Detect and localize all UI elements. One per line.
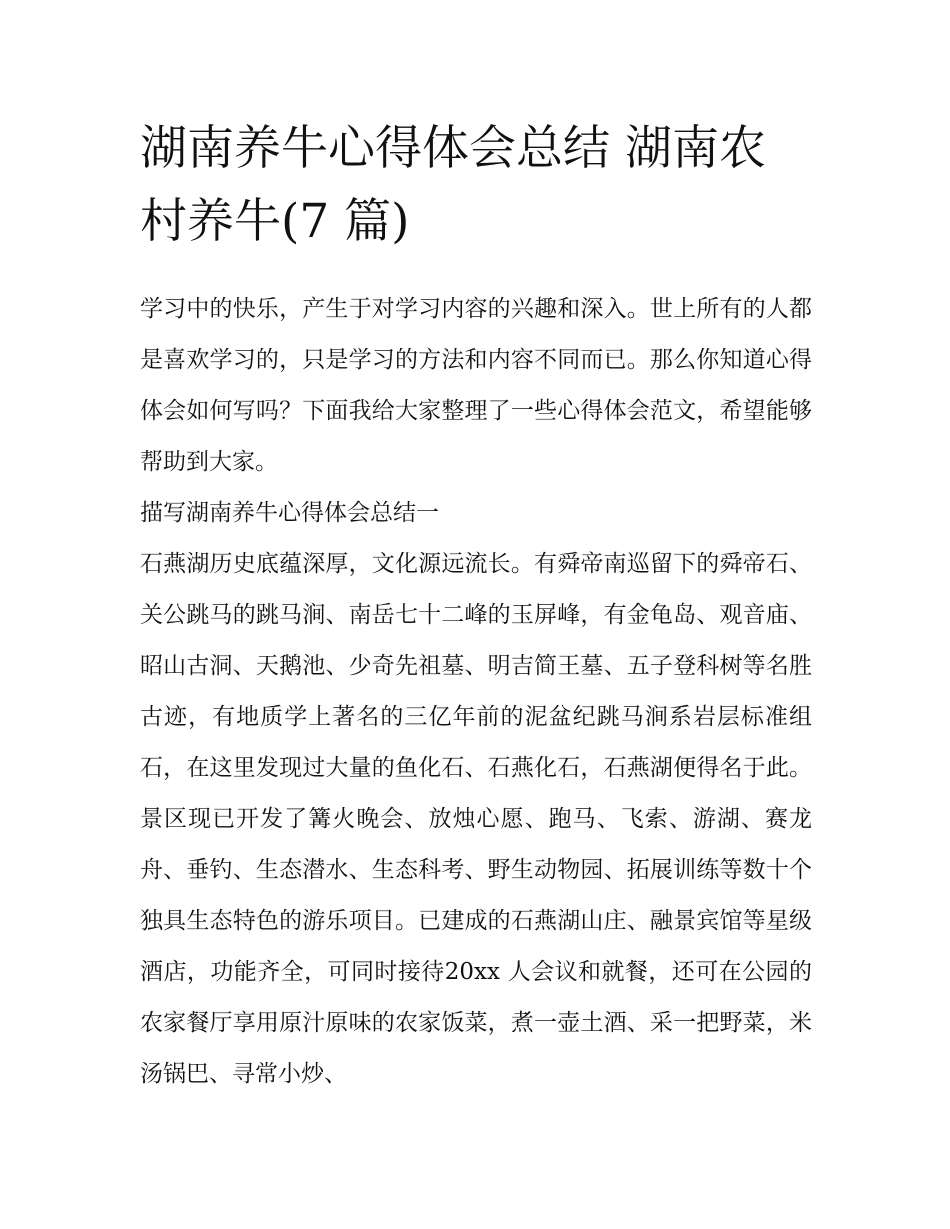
section-body-paragraph: 石燕湖历史底蕴深厚，文化源远流长。有舜帝南巡留下的舜帝石、关公跳马的跳马涧、南岳七十二峰的玉屏峰，有金龟岛、观音庙、昭山古洞、天鹅池、少奇先祖墓、明吉简王墓、五子登科树等名胜古迹，有地质学上著名的三亿年前的泥盆纪跳马涧系岩层标准组石，在这里发现过大量的鱼化石、石燕化石，石燕湖便得名于此。景区现已开发了篝火晚会、放烛心愿、跑马、飞索、游湖、赛龙舟、垂钓、生态潜水、生态科考、野生动物园、拓展训练等数十个独具生态特色的游乐项目。已建成的石燕湖山庄、融景宾馆等星级酒店，功能齐全，可同时接待20xx 人会议和就餐，还可在公园的农家餐厅享用原汁原味的农家饭菜，煮一壶土酒、采一把野菜，米汤锅巴、寻常小炒、 bbox=[140, 551, 812, 1087]
intro-paragraph: 学习中的快乐，产生于对学习内容的兴趣和深入。世上所有的人都是喜欢学习的，只是学习的方法和内容不同而已。那么你知道心得体会如何写吗？下面我给大家整理了一些心得体会范文，希望能够帮助到大家。 bbox=[140, 296, 812, 475]
document-page bbox=[140, 112, 812, 1100]
section-heading: 描写湖南养牛心得体会总结一 bbox=[140, 500, 439, 526]
document-title: 湖南养牛心得体会总结 湖南农村养牛(7 篇) bbox=[140, 121, 766, 249]
